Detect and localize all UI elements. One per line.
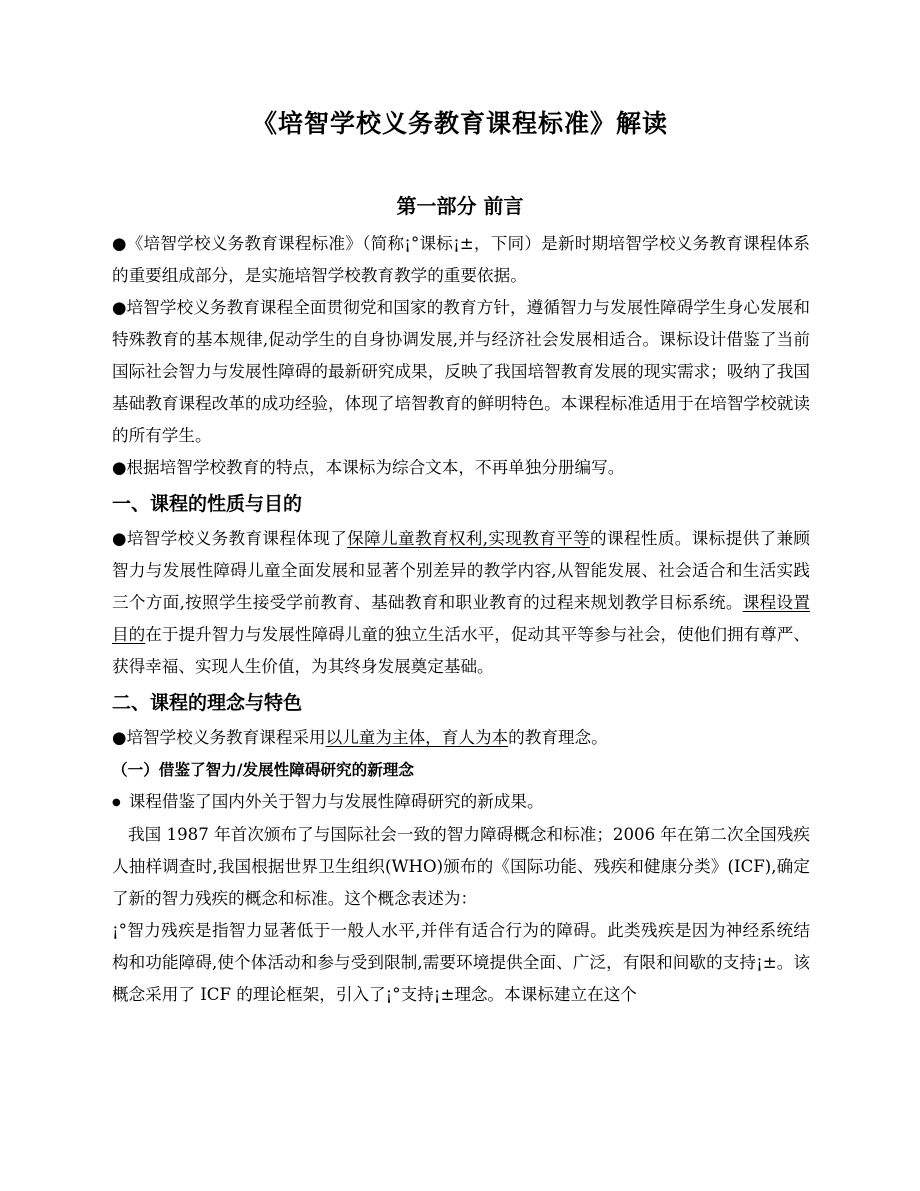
paragraph-1987-standard: 我国 1987 年首次颁布了与国际社会一致的智力障碍概念和标准；2006 年在第二次全国残疾人抽样调查时,我国根据世界卫生组织(WHO)颁布的《国际功能、残疾和健康分类》(ICF),确定了新的智力残疾的概念和标准。这个概念表述为： xyxy=(112,825,810,908)
section2-text-2: 的教育理念。 xyxy=(508,728,608,747)
section1-text-3: 在于提升智力与发展性障碍儿童的独立生活水平，促动其平等参与社会，使他们拥有尊严、获得幸福、实现人生价值，为其终身发展奠定基础。 xyxy=(112,625,811,676)
section1-text-2: 的课程性质。课标提供了兼顾智力与发展性障碍儿童全面发展和显著个别差异的教学内容,从智能发展、社会适合和生活实践三个方面,按照学生接受学前教育、基础教育和职业教育的过程来规划教学目标系统。 xyxy=(112,529,811,612)
section2-underlined: 以儿童为主体，育人为本 xyxy=(325,728,509,747)
part-heading: 第一部分 前言 xyxy=(396,194,524,218)
section1-underlined-2: 课程设置目的 xyxy=(112,593,810,644)
section2-paragraph xyxy=(112,722,810,754)
preface-paragraph-1: ●《培智学校义务教育课程标准》（简称¡°课标¡±，下同）是新时期培智学校义务教育课程体系的重要组成部分，是实施培智学校教育教学的重要依据。 xyxy=(112,234,810,285)
subsection-heading-1: （一）借鉴了智力/发展性障碍研究的新理念 xyxy=(112,760,414,779)
preface-paragraph-3: ●根据培智学校教育的特点，本课标为综合文本，不再单独分册编写。 xyxy=(112,458,625,477)
bullet-dot-icon: ● xyxy=(112,797,121,808)
section1-text-1: ●培智学校义务教育课程体现了 xyxy=(112,529,348,548)
document-body xyxy=(112,228,810,1011)
subsection1-bullet-text: 课程借鉴了国内外关于智力与发展性障碍研究的新成果。 xyxy=(128,792,544,811)
document-title: 《培智学校义务教育课程标准》解读 xyxy=(251,109,668,138)
section1-paragraph xyxy=(112,523,810,683)
section2-text-1: ●培智学校义务教育课程采用 xyxy=(112,728,326,747)
paragraph-definition: ¡°智力残疾是指智力显著低于一般人水平,并伴有适合行为的障碍。此类残疾是因为神经系统结构和功能障碍,使个体活动和参与受到限制,需要环境提供全面、广泛，有限和间歇的支持¡±。该概念采用了 ICF 的理论框架，引入了¡°支持¡±理念。本课标建立在这个 xyxy=(112,921,810,1004)
subsection1-bullet xyxy=(112,786,810,819)
section1-underlined-1: 保障儿童教育权利,实现教育平等 xyxy=(347,529,591,548)
section-heading-concept-features: 二、课程的理念与特色 xyxy=(112,692,303,714)
preface-paragraph-2: ●培智学校义务教育课程全面贯彻党和国家的教育方针，遵循智力与发展性障碍学生身心发展和特殊教育的基本规律,促动学生的自身协调发展,并与经济社会发展相适合。课标设计借鉴了当前国际社会智力与发展性障碍的最新研究成果，反映了我国培智教育发展的现实需求；吸纳了我国基础教育课程改革的成功经验，体现了培智教育的鲜明特色。本课程标准适用于在培智学校就读的所有学生。 xyxy=(112,298,810,445)
section-heading-nature-purpose: 一、课程的性质与目的 xyxy=(112,493,303,515)
